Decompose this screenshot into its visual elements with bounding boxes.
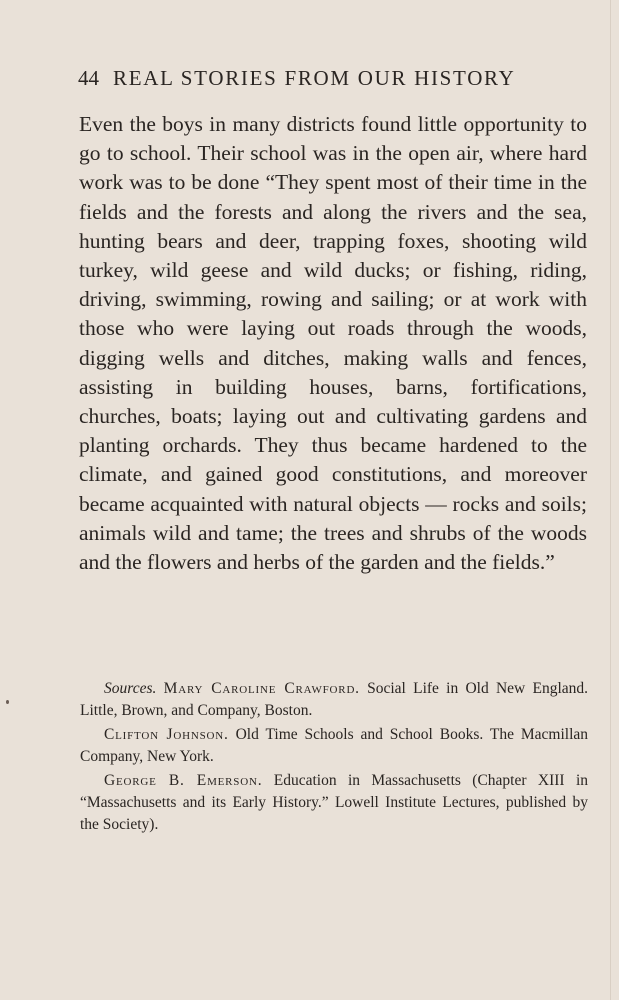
running-header <box>78 66 539 91</box>
sources-label: Sources. <box>104 680 157 697</box>
source-entry <box>80 724 588 767</box>
source-author: Mary Caroline Crawford. <box>163 680 360 697</box>
running-title: REAL STORIES FROM OUR HISTORY <box>113 66 516 90</box>
source-title: Social Life in Old New England. Little, Brown, and Company, Boston. <box>80 680 589 719</box>
margin-speck <box>6 700 9 704</box>
source-author: George B. Emerson. <box>104 772 263 790</box>
source-title: Old Time Schools and School Books. The Macmillan Company, New York. <box>80 726 589 765</box>
source-entry <box>80 770 588 835</box>
source-title: Education in Massachusetts (Chapter XIII in “Massachusetts and its Early History.” Lowell Institute Lectures, published by the Society). <box>80 772 589 833</box>
source-entry <box>80 678 588 721</box>
body-paragraph: Even the boys in many districts found little opportunity to go to school. Their school was in the open air, where hard work was to be done “They spent most of their time in the fields and the forests and along the rivers and the sea, hunting bears and deer, trapping foxes, shooting wild turkey, wild geese and wild ducks; or fishing, riding, driving, swimming, rowing and sailing; or at work with those who were laying out roads through the woods, digging wells and ditches, making walls and fences, assisting in building houses, barns, fortifications, churches, boats; laying out and cultivating gardens and planting orchards. They thus became hardened to the climate, and gained good constitutions, and moreover became acquainted with natural objects — rocks and soils; animals wild and tame; the trees and shrubs of the woods and the flowers and herbs of the garden and the fields.” <box>79 112 587 575</box>
page-number: 44 <box>78 66 99 90</box>
sources-section <box>80 678 588 838</box>
page-edge-line <box>610 0 611 1000</box>
source-author: Clifton Johnson. <box>104 726 229 744</box>
